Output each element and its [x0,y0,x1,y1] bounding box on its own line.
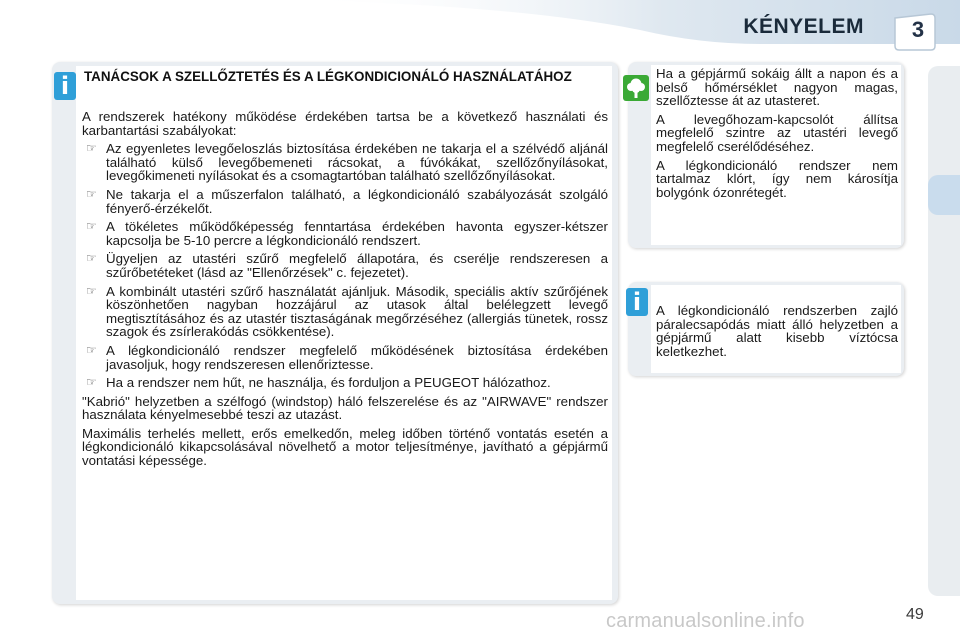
main-text [82,110,608,473]
page-number: 49 [906,606,924,623]
tip-paragraph: Ha a gépjármű sokáig állt a napon és a belső hőmérséklet nagyon magas, szellőztesse át az utasteret. [656,66,898,109]
list-item: ☞ Ne takarja el a műszerfalon található, a légkondicionáló szabályozását szolgáló fényerő-érzékelőt. [82,188,608,215]
chapter-number: 3 [911,17,925,42]
chapter-title: KÉNYELEM [743,15,864,38]
list-item: ☞ A kombinált utastéri szűrő használatát ajánljuk. Második, speciális aktív szűrőjének köszönhetően nagyban hozzájárul az utasok által belélegzett levegő megtisztításához és az utastér tisztaságának megőrzéséhez (allergiás tünetek, rossz szagok és zsírlerakódás csökkentése). [82,285,608,339]
side-strip [928,66,960,596]
list-item: ☞ Az egyenletes levegőeloszlás biztosítása érdekében ne takarja el a szélvédő aljánál található külső levegőbemeneti rácsokat, a fúvókákat, szellőzőnyílásokat, levegőkimeneti nyílásokat és a csomagtartóban található szellőzőnyílásokat. [82,142,608,183]
side-chapter-tab[interactable] [928,175,960,215]
intro-paragraph: A rendszerek hatékony működése érdekében tartsa be a következő használati és karbantartási szabályokat: [82,109,608,138]
tip-paragraph: A levegőhozam-kapcsolót állítsa megfelelő szintre az utastéri levegő megfelelő cserélődéséhez. [656,111,898,154]
info-icon: i [626,288,648,316]
list-item: ☞ Ha a rendszer nem hűt, ne használja, és forduljon a PEUGEOT hálózathoz. [82,376,608,390]
eco-tip-text [656,67,898,204]
tip-paragraph: A légkondicionáló rendszer nem tartalmaz klórt, így nem károsítja bolygónk ózonrétegét. [656,157,898,200]
info-text: A légkondicionáló rendszerben zajló páralecsapódás miatt álló helyzetben a gépjármű alatt kisebb víztócsa keletkezhet. [656,303,898,359]
list-item: ☞ A légkondicionáló rendszer megfelelő működésének biztosítása érdekében javasoljuk, hogy rendszeresen ellenőriztesse. [82,344,608,371]
tree-icon [622,74,650,102]
advice-list [82,142,608,390]
watermark: carmanualsonline.info [606,610,805,632]
load-paragraph: Maximális terhelés mellett, erős emelkedőn, meleg időben történő vontatás esetén a légkondicionáló kikapcsolásával növelhető a motor teljesítménye, javítható a gépjármű vontatási képessége. [82,425,608,469]
list-item: ☞ Ügyeljen az utastéri szűrő megfelelő állapotára, és cserélje rendszeresen a szűrőbetéteket (lásd az "Ellenőrzések" c. fejezetet). [82,252,608,279]
section-title: TANÁCSOK A SZELLŐZTETÉS ÉS A LÉGKONDICIONÁLÓ HASZNÁLATÁHOZ [84,69,572,84]
list-item: ☞ A tökéletes működőképesség fenntartása érdekében havonta egyszer-kétszer kapcsolja be 5-10 percre a légkondicionáló rendszert. [82,220,608,247]
info-icon: i [54,72,76,100]
kabrio-paragraph: "Kabrió" helyzetben a szélfogó (windstop) háló felszerelése és az "AIRWAVE" rendszer használata kényelmesebbé teszi az utazást. [82,393,608,423]
